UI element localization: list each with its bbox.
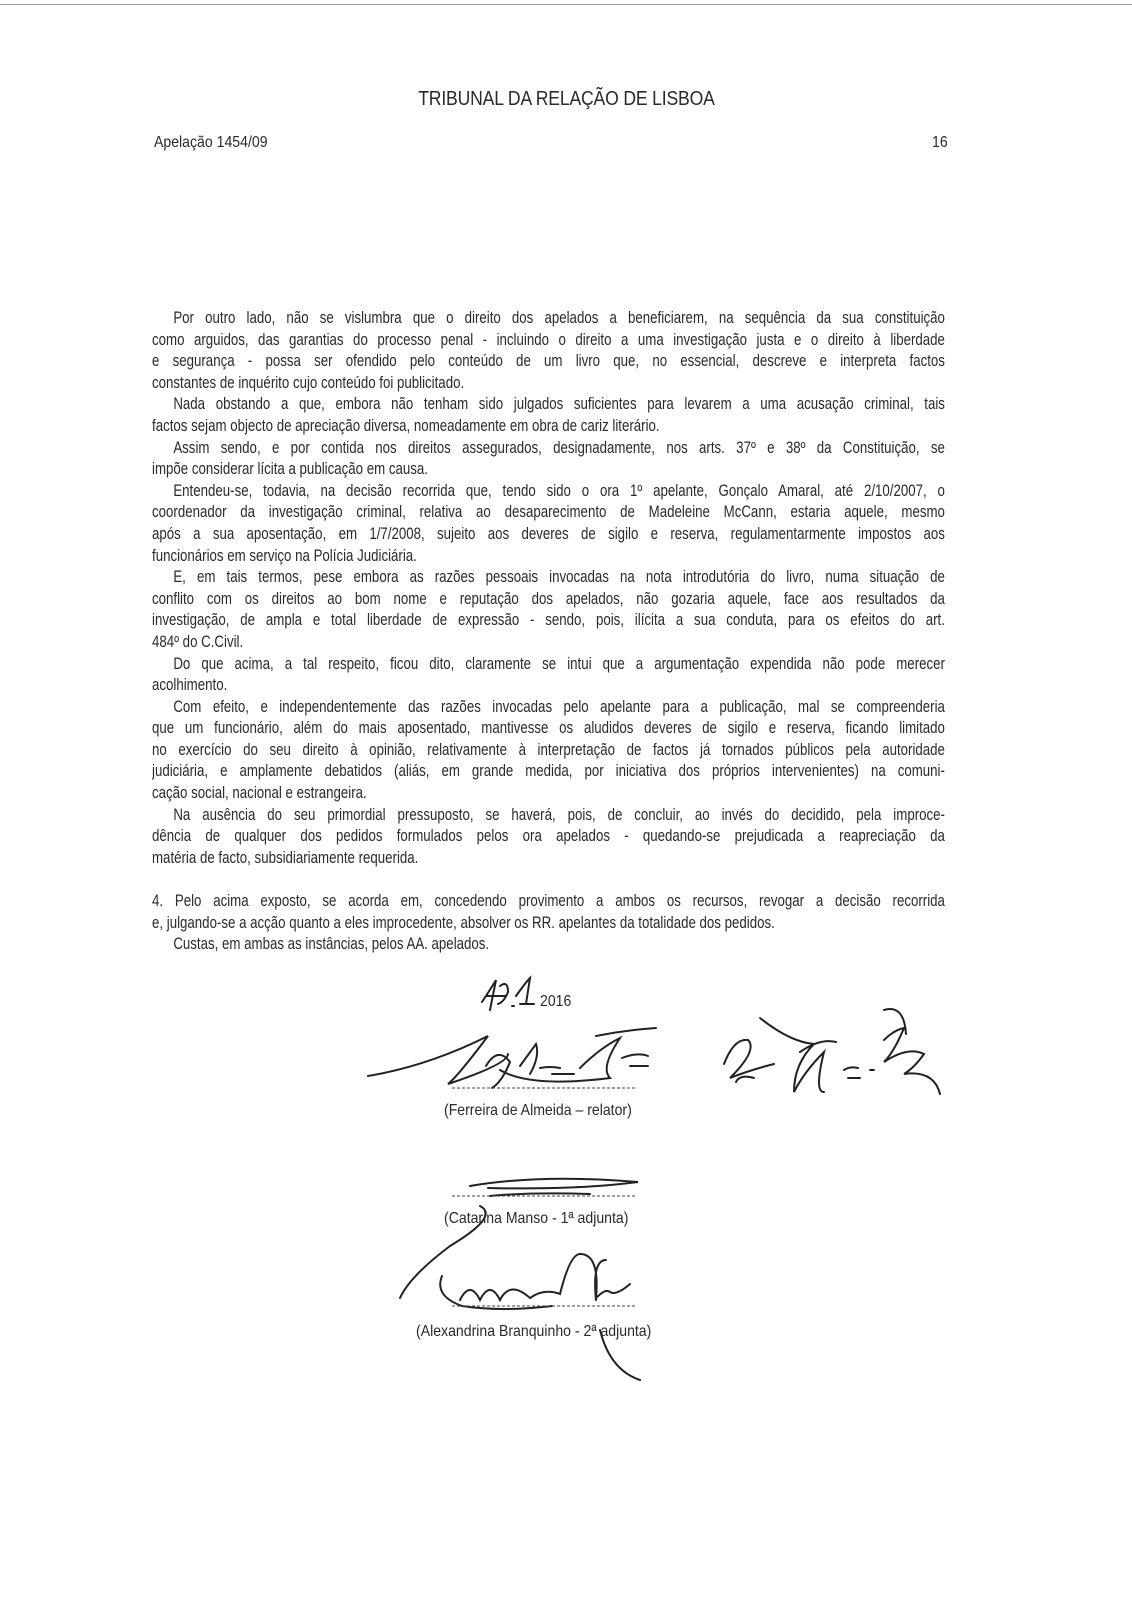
court-name: TRIBUNAL DA RELAÇÃO DE LISBOA xyxy=(417,88,715,110)
text-line: Assim sendo, e por contida nos direitos assegurados, designadamente, nos arts. 37º e 38º da Constituição, se xyxy=(173,438,945,457)
text-line: e, julgando-se a acção quanto a eles improcedente, absolver os RR. apelantes da totalidade dos pedidos. xyxy=(152,913,775,932)
text-line: acolhimento. xyxy=(152,676,228,695)
text-line: cação social, nacional e estrangeira. xyxy=(152,784,367,803)
text-line: Nada obstando a que, embora não tenham sido julgados suficientes para levarem a uma acusação criminal, tais xyxy=(173,395,945,414)
text-line: impõe considerar lícita a publicação em causa. xyxy=(152,460,428,479)
text-line: Na ausência do seu primordial pressuposto, se haverá, pois, de concluir, ao invés do decidido, pela improce- xyxy=(173,805,945,824)
signature-alexandrina xyxy=(440,1254,640,1380)
case-number: Apelação 1454/09 xyxy=(154,134,268,151)
text-line: factos sejam objecto de apreciação diversa, nomeadamente em obra de cariz literário. xyxy=(152,416,660,435)
text-line: 4. Pelo acima exposto, se acorda em, concedendo provimento a ambos os recursos, revogar a decisão recorrida xyxy=(152,892,945,911)
signatory-caption-second-adjunct: (Alexandrina Branquinho - 2ª adjunta) xyxy=(416,1323,652,1340)
text-line: E, em tais termos, pese embora as razões pessoais invocadas na nota introdutória do livro, numa situação de xyxy=(173,568,945,587)
text-line: e segurança - possa ser ofendido pelo conteúdo de um livro que, no essencial, descreve e interpreta factos xyxy=(152,352,945,371)
text-line: Com efeito, e independentemente das razões invocadas pelo apelante para a publicação, mal se compreenderia xyxy=(173,697,945,716)
text-line: coordenador da investigação criminal, relativa ao desaparecimento de Madeleine McCann, estaria aquele, mesmo xyxy=(152,503,945,522)
text-line: matéria de facto, subsidiariamente requerida. xyxy=(152,848,419,867)
text-line: Custas, em ambas as instâncias, pelos AA. apelados. xyxy=(173,935,490,954)
text-line: 484º do C.Civil. xyxy=(152,632,244,651)
signatory-caption-relator: (Ferreira de Almeida – relator) xyxy=(444,1102,632,1119)
text-line: judiciária, e amplamente debatidos (aliás, em grande medida, por iniciativa dos próprios intervenientes) na comuni- xyxy=(152,762,945,781)
text-line: após a sua aposentação, em 1/7/2008, sujeito aos deveres de sigilo e reserva, regulamentarmente impostos aos xyxy=(152,524,945,543)
signatory-caption-first-adjunct: (Catarina Manso - 1ª adjunta) xyxy=(444,1210,629,1227)
text-line: como arguidos, das garantias do processo penal - incluindo o direito a uma investigação justa e o direito à liberdade xyxy=(152,330,945,349)
text-line: funcionários em serviço na Polícia Judiciária. xyxy=(152,546,417,565)
text-line: Por outro lado, não se vislumbra que o direito dos apelados a beneficiarem, na sequência da sua constituição xyxy=(173,309,945,327)
text-line: Entendeu-se, todavia, na decisão recorrida que, tendo sido o ora 1º apelante, Gonçalo Amaral, até 2/10/2007, o xyxy=(173,481,945,500)
text-line: que um funcionário, além do mais aposentado, mantivesse os aludidos deveres de sigilo e reserva, ficando limitado xyxy=(152,719,945,738)
signature-relator xyxy=(368,1028,656,1088)
signature-second xyxy=(724,1009,940,1094)
text-line: dência de qualquer dos pedidos formulados pelos ora apelados - quedando-se prejudicada a reapreciação da xyxy=(152,827,945,846)
signature-catarina xyxy=(400,1179,638,1298)
date-year: 2016 xyxy=(540,993,572,1010)
page-number: 16 xyxy=(932,134,948,151)
text-line: Do que acima, a tal respeito, ficou dito, claramente se intui que a argumentação expendida não pode merecer xyxy=(173,654,945,673)
text-line: conflito com os direitos ao bom nome e reputação dos apelados, não gozaria aquele, face aos resultados da xyxy=(152,589,945,608)
handwritten-date xyxy=(482,978,534,1010)
text-line: investigação, de ampla e total liberdade de expressão - sendo, pois, ilícita a sua conduta, para os efeitos do art. xyxy=(152,611,945,630)
text-line: no exercício do seu direito à opinião, relativamente à interpretação de factos já tornados públicos pela autoridade xyxy=(152,740,945,759)
text-line: constantes de inquérito cujo conteúdo foi publicitado. xyxy=(152,373,465,392)
